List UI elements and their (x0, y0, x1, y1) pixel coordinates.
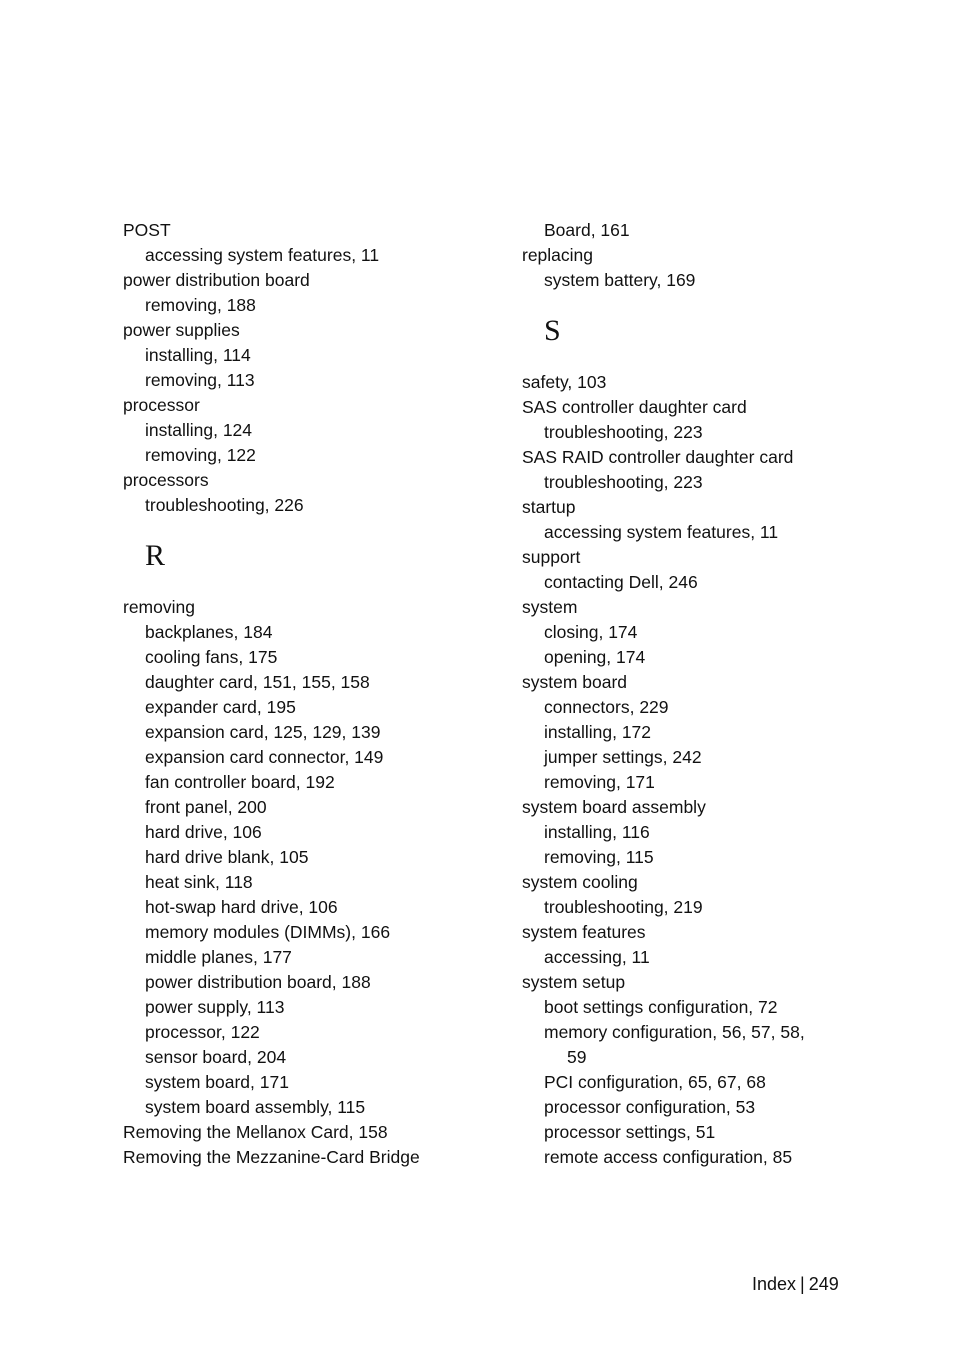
page-number: 249 (808, 1274, 839, 1294)
index-entry: Removing the Mezzanine-Card Bridge (123, 1147, 420, 1167)
index-entry: system setup (522, 972, 626, 992)
index-entry: SAS controller daughter card (522, 397, 747, 417)
index-subentry: hard drive, 106 (145, 822, 262, 842)
index-column-left (123, 218, 503, 1170)
index-section-letter: R (145, 539, 166, 572)
index-subentry: contacting Dell, 246 (544, 572, 698, 592)
index-subentry: cooling fans, 175 (145, 647, 278, 667)
index-subentry: installing, 114 (145, 345, 251, 365)
index-subentry: memory modules (DIMMs), 166 (145, 922, 391, 942)
index-subentry: removing, 115 (544, 847, 654, 867)
index-subentry: Board, 161 (544, 220, 630, 240)
index-subentry: installing, 116 (544, 822, 650, 842)
index-subentry: installing, 124 (145, 420, 253, 440)
index-entry: power supplies (123, 320, 240, 340)
index-subentry: jumper settings, 242 (544, 747, 702, 767)
index-subentry: removing, 171 (544, 772, 655, 792)
index-subentry: opening, 174 (544, 647, 646, 667)
index-entry: POST (123, 220, 171, 240)
index-subentry: connectors, 229 (544, 697, 669, 717)
index-subentry: closing, 174 (544, 622, 638, 642)
index-entry: SAS RAID controller daughter card (522, 447, 794, 467)
index-subentry: PCI configuration, 65, 67, 68 (544, 1072, 766, 1092)
index-entry: Removing the Mellanox Card, 158 (123, 1122, 388, 1142)
index-subentry: troubleshooting, 219 (544, 897, 703, 917)
index-subentry: system board assembly, 115 (145, 1097, 366, 1117)
index-section-letter: S (544, 314, 561, 347)
index-entry: power distribution board (123, 270, 310, 290)
index-subentry: backplanes, 184 (145, 622, 273, 642)
index-subentry: processor configuration, 53 (544, 1097, 756, 1117)
index-subentry: accessing, 11 (544, 947, 650, 967)
footer-separator: | (800, 1274, 805, 1294)
index-entry: system board (522, 672, 628, 692)
index-subentry: processor settings, 51 (544, 1122, 716, 1142)
index-subentry: troubleshooting, 223 (544, 422, 703, 442)
index-entry: processors (123, 470, 209, 490)
index-subentry: removing, 113 (145, 370, 255, 390)
index-column-right (522, 218, 852, 1170)
index-subentry: removing, 122 (145, 445, 256, 465)
index-subentry: expansion card, 125, 129, 139 (145, 722, 381, 742)
index-subentry: expansion card connector, 149 (145, 747, 384, 767)
index-subentry: fan controller board, 192 (145, 772, 335, 792)
index-entry: support (522, 547, 581, 567)
footer-section-label: Index (752, 1274, 797, 1294)
index-entry: system (522, 597, 578, 617)
index-subentry: installing, 172 (544, 722, 652, 742)
index-entry: system cooling (522, 872, 638, 892)
index-subentry: processor, 122 (145, 1022, 260, 1042)
index-subentry: front panel, 200 (145, 797, 267, 817)
index-subentry: middle planes, 177 (145, 947, 292, 967)
index-entry: startup (522, 497, 576, 517)
index-subentry: expander card, 195 (145, 697, 296, 717)
index-entry: replacing (522, 245, 594, 265)
index-subentry: accessing system features, 11 (145, 245, 380, 265)
index-subentry: daughter card, 151, 155, 158 (145, 672, 370, 692)
index-subentry: power supply, 113 (145, 997, 285, 1017)
index-subentry: remote access configuration, 85 (544, 1147, 793, 1167)
index-subentry: sensor board, 204 (145, 1047, 287, 1067)
index-entry: removing (123, 597, 195, 617)
index-subentry: troubleshooting, 223 (544, 472, 703, 492)
index-subentry: heat sink, 118 (145, 872, 253, 892)
index-subentry: accessing system features, 11 (544, 522, 779, 542)
index-entry: processor (123, 395, 200, 415)
page-footer (752, 1272, 839, 1296)
index-entry: system features (522, 922, 646, 942)
index-subentry: hard drive blank, 105 (145, 847, 309, 867)
index-subentry: boot settings configuration, 72 (544, 997, 778, 1017)
index-subentry: troubleshooting, 226 (145, 495, 304, 515)
index-subentry: removing, 188 (145, 295, 256, 315)
index-entry: system board assembly (522, 797, 706, 817)
index-subentry: system battery, 169 (544, 270, 696, 290)
index-subentry: hot-swap hard drive, 106 (145, 897, 338, 917)
index-subentry: memory configuration, 56, 57, 58, (544, 1022, 805, 1042)
index-subentry: 59 (567, 1047, 587, 1067)
index-entry: safety, 103 (522, 372, 607, 392)
index-subentry: power distribution board, 188 (145, 972, 371, 992)
index-subentry: system board, 171 (145, 1072, 289, 1092)
